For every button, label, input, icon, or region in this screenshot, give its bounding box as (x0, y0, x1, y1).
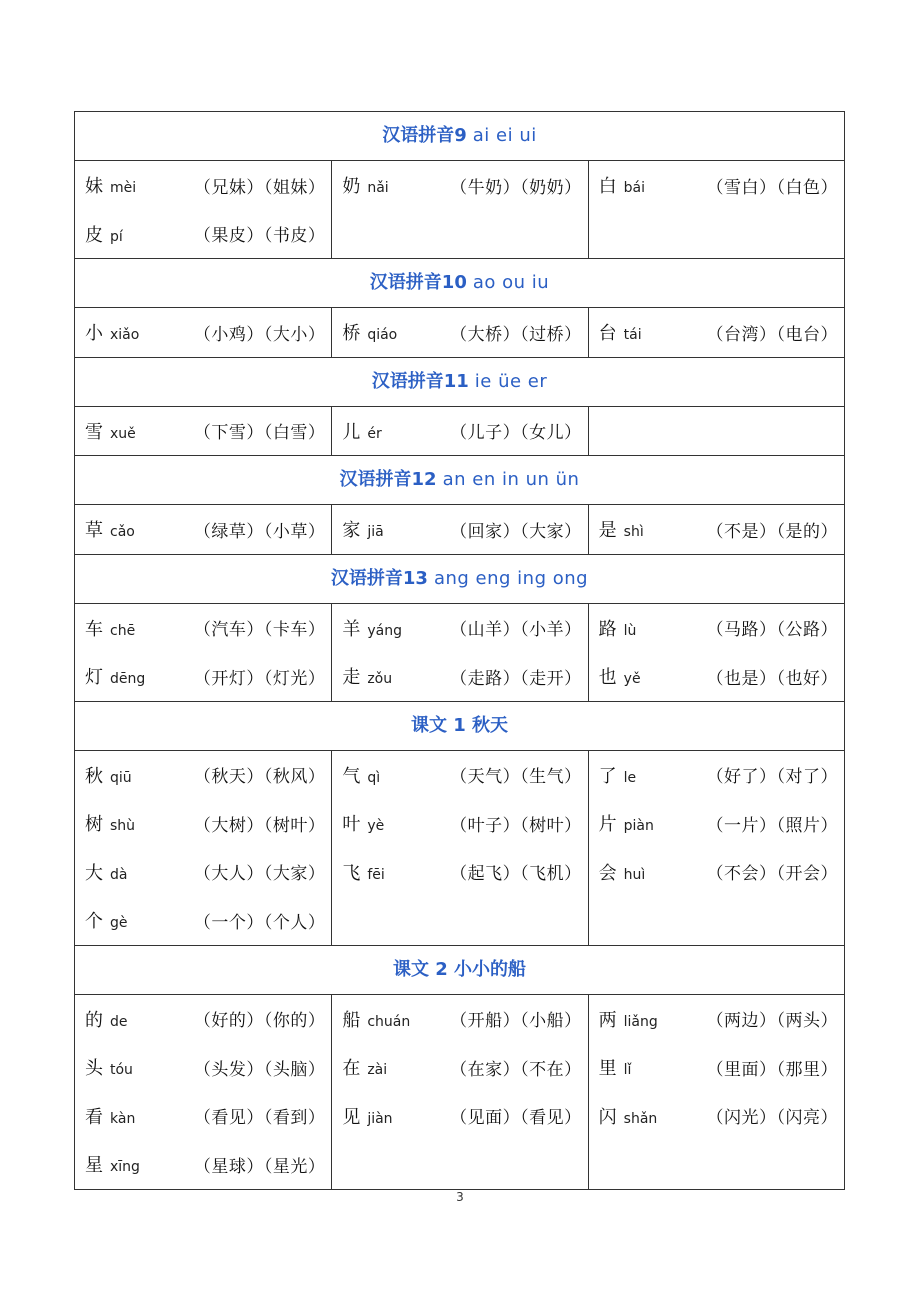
character-with-pinyin (342, 319, 397, 345)
character: 叶 (342, 814, 361, 836)
character-with-pinyin (342, 1006, 410, 1032)
vocabulary-table (74, 111, 845, 1190)
example-words: （起飞）（飞机） (450, 864, 582, 885)
character-with-pinyin (85, 319, 139, 345)
character-entry (342, 848, 581, 897)
character: 树 (85, 814, 103, 836)
character-entry (599, 505, 838, 554)
character-with-pinyin (85, 762, 132, 788)
example-words: （星球）（星光） (193, 1156, 326, 1177)
character-with-pinyin (342, 663, 392, 689)
pinyin: pí (110, 228, 123, 245)
character-entry (85, 848, 325, 897)
character: 灯 (85, 667, 103, 689)
pinyin: le (623, 769, 637, 786)
character-with-pinyin (85, 810, 135, 836)
section-body (75, 407, 844, 457)
pinyin: xuě (110, 425, 136, 442)
character-entry (599, 604, 838, 653)
section-column (331, 505, 587, 554)
character: 走 (342, 667, 361, 689)
character: 车 (85, 618, 103, 640)
character: 个 (85, 911, 103, 933)
character-entry (342, 161, 581, 210)
character: 路 (598, 618, 617, 640)
pinyin: zǒu (367, 671, 393, 688)
section-column (588, 995, 844, 1189)
section-pinyin: ie üe er (474, 370, 548, 392)
example-words: （好的）（你的） (193, 1011, 326, 1032)
section-column (331, 751, 587, 945)
section-heading (75, 702, 844, 751)
section-column (588, 751, 844, 945)
character-entry (85, 210, 325, 259)
character: 是 (598, 520, 617, 542)
pinyin: tái (623, 327, 642, 344)
character: 星 (85, 1155, 103, 1177)
character-with-pinyin (599, 615, 637, 641)
pinyin: yáng (367, 622, 402, 639)
example-words: （大桥）（过桥） (450, 324, 582, 345)
character-entry (342, 505, 581, 554)
character-entry (85, 751, 325, 800)
character: 白 (598, 176, 617, 198)
character-entry (599, 1043, 838, 1092)
character-entry (85, 1043, 325, 1092)
character: 见 (342, 1106, 361, 1128)
character-entry (85, 505, 325, 554)
character-entry (85, 652, 325, 701)
character: 两 (598, 1009, 617, 1031)
section-body (75, 308, 844, 358)
example-words: （大树）（树叶） (193, 815, 326, 836)
pinyin: chē (110, 622, 136, 639)
pinyin: qiáo (367, 327, 398, 344)
example-words: （牛奶）（奶奶） (450, 177, 582, 198)
example-words: （看见）（看到） (193, 1108, 326, 1129)
example-words: （两边）（两头） (706, 1011, 838, 1032)
pinyin: gè (110, 915, 128, 932)
character-entry (599, 751, 838, 800)
example-words: （山羊）（小羊） (450, 620, 582, 641)
character-entry (342, 1043, 581, 1092)
character-with-pinyin (342, 1054, 387, 1080)
character-entry (85, 161, 325, 210)
section-column (331, 161, 587, 258)
section-heading (75, 259, 844, 308)
character-entry (85, 995, 325, 1044)
character-entry (342, 799, 581, 848)
character-entry (342, 604, 581, 653)
character: 台 (598, 323, 617, 345)
section-column (75, 407, 331, 456)
section-column (588, 407, 844, 456)
pinyin: piàn (623, 818, 654, 835)
pinyin: shǎn (623, 1110, 658, 1127)
character: 了 (598, 765, 617, 787)
example-words: （大人）（大家） (193, 864, 326, 885)
character-with-pinyin (599, 762, 637, 788)
character-with-pinyin (85, 663, 145, 689)
example-words: （小鸡）（大小） (193, 324, 326, 345)
pinyin: dēng (110, 671, 146, 688)
section-body (75, 604, 844, 702)
character: 草 (85, 520, 103, 542)
character-with-pinyin (85, 1054, 133, 1080)
example-words: （开灯）（灯光） (193, 668, 326, 689)
character-with-pinyin (85, 859, 127, 885)
character-entry (85, 1140, 325, 1189)
character: 大 (85, 862, 103, 884)
example-words: （也是）（也好） (706, 668, 838, 689)
example-words: （回家）（大家） (450, 521, 582, 542)
example-words: （汽车）（卡车） (193, 620, 326, 641)
pinyin: lǐ (623, 1062, 632, 1079)
character: 在 (342, 1058, 361, 1080)
example-words: （一片）（照片） (706, 815, 838, 836)
pinyin: huì (623, 866, 646, 883)
pinyin: shù (110, 818, 136, 835)
character-with-pinyin (599, 516, 644, 542)
pinyin: fēi (367, 866, 385, 883)
example-words: （儿子）（女儿） (450, 423, 582, 444)
character: 家 (342, 520, 361, 542)
section-column (75, 751, 331, 945)
character-entry (85, 308, 325, 357)
example-words: （在家）（不在） (450, 1059, 582, 1080)
character-entry (342, 751, 581, 800)
character: 秋 (85, 765, 103, 787)
character-with-pinyin (85, 907, 128, 933)
character-entry (599, 848, 838, 897)
example-words: （一个）（个人） (193, 912, 326, 933)
character: 气 (342, 765, 361, 787)
example-words: （天气）（生气） (450, 767, 582, 788)
example-words: （头发）（头脑） (193, 1059, 326, 1080)
character-with-pinyin (342, 172, 388, 198)
pinyin: nǎi (367, 180, 389, 197)
section-column (588, 161, 844, 258)
section-body (75, 995, 844, 1189)
character-with-pinyin (342, 516, 383, 542)
example-words: （好了）（对了） (706, 767, 838, 788)
pinyin: chuán (367, 1013, 411, 1030)
character: 会 (598, 862, 617, 884)
character-with-pinyin (599, 172, 645, 198)
section-body (75, 161, 844, 259)
pinyin: qì (367, 769, 381, 786)
character-entry (85, 896, 325, 945)
pinyin: lù (623, 622, 637, 639)
character-entry (599, 652, 838, 701)
pinyin: de (110, 1013, 128, 1030)
section-body (75, 505, 844, 555)
character-entry (599, 799, 838, 848)
pinyin: dà (110, 866, 128, 883)
character: 儿 (342, 421, 361, 443)
pinyin: yè (367, 818, 385, 835)
section-title: 汉语拼音9 (382, 125, 467, 146)
pinyin: shì (623, 524, 644, 541)
section-column (331, 308, 587, 357)
character-with-pinyin (85, 516, 135, 542)
character-with-pinyin (342, 1103, 392, 1129)
example-words: （台湾）（电台） (706, 324, 838, 345)
pinyin: ér (367, 425, 382, 442)
character-entry (85, 1092, 325, 1141)
character: 妹 (85, 176, 103, 198)
pinyin: xiǎo (110, 327, 140, 344)
character-entry (342, 652, 581, 701)
character: 头 (85, 1058, 103, 1080)
pinyin: jiàn (367, 1110, 393, 1127)
section-column (588, 505, 844, 554)
pinyin: kàn (110, 1110, 136, 1127)
section-title: 汉语拼音13 (330, 567, 428, 589)
example-words: （不会）（开会） (706, 864, 838, 885)
character-with-pinyin (599, 1006, 658, 1032)
character-entry (599, 161, 838, 210)
character: 里 (598, 1058, 617, 1080)
character: 片 (598, 814, 617, 836)
character: 皮 (85, 224, 103, 246)
character-with-pinyin (342, 859, 384, 885)
character: 桥 (342, 323, 361, 345)
example-words: （里面）（那里） (706, 1059, 838, 1080)
section-column (588, 308, 844, 357)
example-words: （雪白）（白色） (706, 177, 838, 198)
character: 看 (85, 1106, 103, 1128)
character: 船 (342, 1009, 361, 1031)
pinyin: jiā (367, 524, 384, 541)
example-words: （兄妹）（姐妹） (193, 177, 326, 198)
section-body (75, 751, 844, 946)
character-entry (85, 799, 325, 848)
section-title: 课文 2 小小的船 (392, 958, 527, 980)
example-words: （不是）（是的） (706, 521, 838, 542)
section-column (331, 407, 587, 456)
example-words: （叶子）（树叶） (450, 815, 582, 836)
example-words: （走路）（走开） (450, 668, 582, 689)
section-pinyin: ai ei ui (472, 125, 537, 146)
example-words: （马路）（公路） (706, 620, 838, 641)
example-words: （绿草）（小草） (193, 521, 326, 542)
pinyin: qiū (110, 769, 132, 786)
character-with-pinyin (599, 810, 654, 836)
character-entry (599, 1092, 838, 1141)
character-entry (342, 308, 581, 357)
character-entry (599, 995, 838, 1044)
section-column (75, 604, 331, 701)
page-number: 3 (456, 1190, 464, 1204)
section-heading (75, 456, 844, 505)
character-entry (85, 604, 325, 653)
pinyin: tóu (110, 1062, 133, 1079)
pinyin: zài (367, 1062, 388, 1079)
character-with-pinyin (342, 615, 402, 641)
character-with-pinyin (599, 859, 646, 885)
character-with-pinyin (85, 1006, 128, 1032)
example-words: （闪光）（闪亮） (706, 1108, 838, 1129)
section-column (588, 604, 844, 701)
character-with-pinyin (342, 762, 380, 788)
character-entry (85, 407, 325, 456)
pinyin: liǎng (623, 1013, 658, 1030)
character-with-pinyin (342, 418, 381, 444)
section-column (75, 308, 331, 357)
character-with-pinyin (599, 663, 641, 689)
section-heading (75, 358, 844, 407)
character-with-pinyin (85, 1151, 140, 1177)
pinyin: yě (623, 671, 641, 688)
section-heading (75, 112, 844, 161)
section-column (331, 995, 587, 1189)
character: 闪 (598, 1106, 617, 1128)
pinyin: cǎo (110, 524, 135, 541)
example-words: （下雪）（白雪） (193, 423, 326, 444)
section-title: 课文 1 秋天 (410, 714, 509, 736)
section-title: 汉语拼音11 (371, 370, 469, 392)
section-column (331, 604, 587, 701)
character-with-pinyin (85, 418, 136, 444)
character-with-pinyin (85, 221, 123, 247)
example-words: （秋天）（秋风） (193, 767, 326, 788)
character: 奶 (342, 176, 361, 198)
example-words: （见面）（看见） (450, 1108, 582, 1129)
section-pinyin: ang eng ing ong (433, 567, 589, 589)
character-entry (342, 1092, 581, 1141)
section-title: 汉语拼音10 (369, 272, 467, 293)
character-with-pinyin (342, 810, 384, 836)
character-with-pinyin (85, 615, 135, 641)
character-with-pinyin (599, 1103, 658, 1129)
section-pinyin: an en in un ün (442, 469, 580, 490)
character-entry (599, 308, 838, 357)
character-with-pinyin (599, 1054, 632, 1080)
section-title: 汉语拼音12 (339, 469, 437, 490)
character: 小 (85, 323, 103, 345)
character: 雪 (85, 421, 103, 443)
character-entry (342, 995, 581, 1044)
section-column (75, 995, 331, 1189)
character-with-pinyin (599, 319, 642, 345)
example-words: （开船）（小船） (450, 1011, 582, 1032)
pinyin: bái (623, 180, 646, 197)
character: 羊 (342, 618, 361, 640)
section-pinyin: ao ou iu (472, 272, 550, 293)
pinyin: mèi (110, 180, 137, 197)
character: 的 (85, 1009, 103, 1031)
pinyin: xīng (110, 1159, 140, 1176)
character: 也 (598, 667, 617, 689)
section-heading (75, 946, 844, 995)
section-column (75, 505, 331, 554)
section-heading (75, 555, 844, 604)
character-entry (342, 407, 581, 456)
character-with-pinyin (85, 172, 136, 198)
character-with-pinyin (85, 1103, 135, 1129)
example-words: （果皮）（书皮） (193, 226, 326, 247)
section-column (75, 161, 331, 258)
character: 飞 (342, 862, 361, 884)
